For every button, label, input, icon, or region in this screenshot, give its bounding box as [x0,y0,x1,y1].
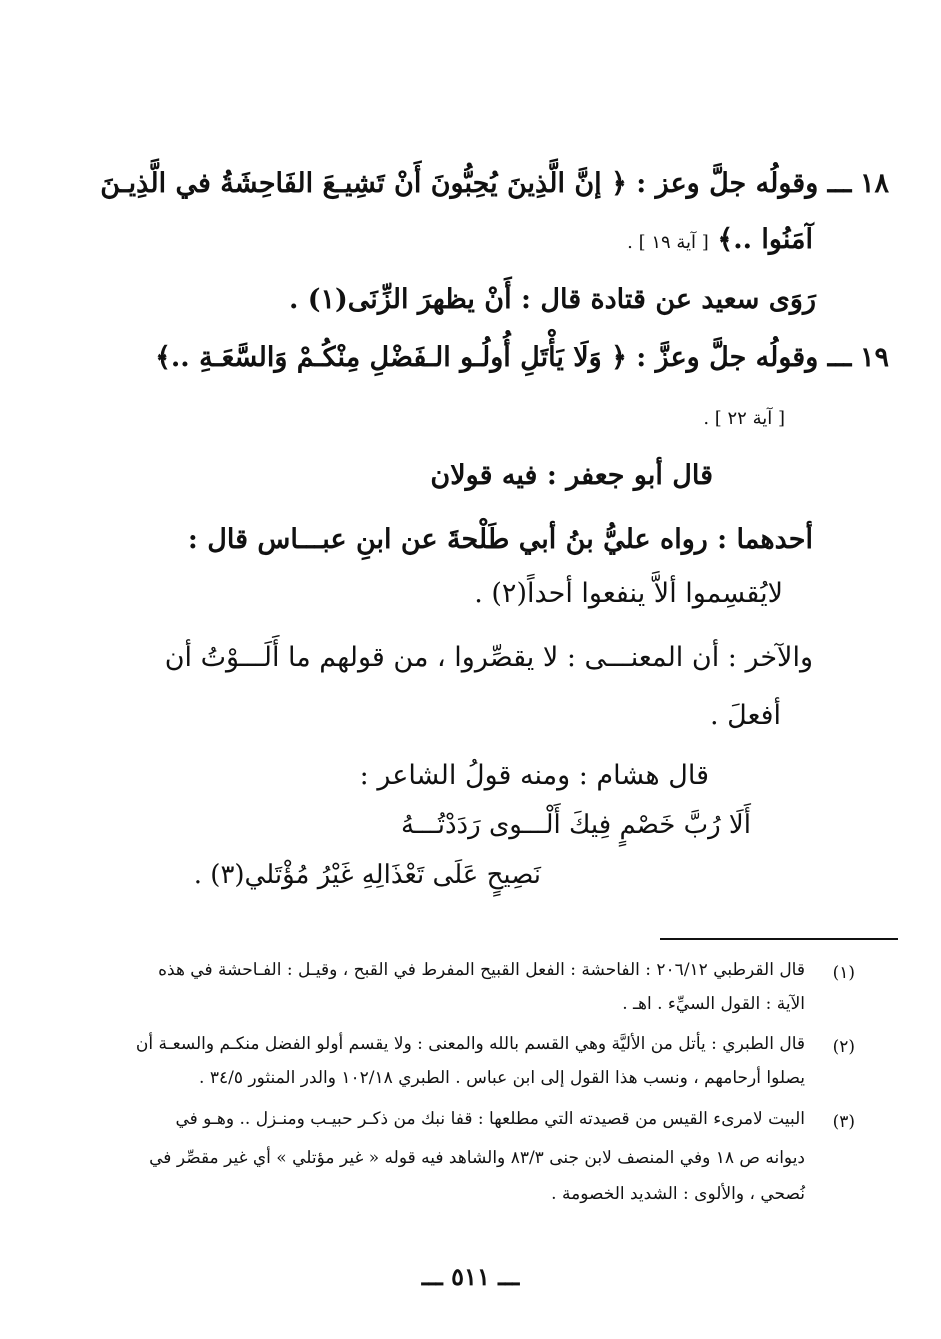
entry-19-body-line-4: والآخر : أن المعنـــى : لا يقصِّروا ، من قولهم ما أَلَـــوْتُ أن [164,642,813,673]
footnote-1-line-2: الآية : القول السيِّء . اهـ . [622,994,805,1014]
footnote-2-marker: (٢) [832,1037,855,1057]
entry-18-verse-end: آمَنُوا ..﴾ [717,224,813,255]
entry-19-number: ١٩ [859,342,889,373]
footnote-3-line-1: البيت لامرىء القيس من قصيدته التي مطلعها : قفا نبك من ذكـر حبيـب ومنـزل .. وهـو في [175,1109,805,1129]
footnote-separator [660,938,898,940]
page-number: ـــ ٥١١ ـــ [421,1262,520,1291]
entry-19-reference: [ آية ٢٢ ] . [703,408,785,429]
entry-18-verse-line [627,224,813,255]
footnote-1-line-1: قال القرطبي ٢٠٦/١٢ : الفاحشة : الفعل القبيح المفرط في القبح ، وقيـل : الفـاحشة في هذه [158,960,805,980]
entry-19-body-line-1: قال أبو جعفر : فيه قولان [430,460,713,491]
poem-line-1: أَلَا رُبَّ خَصْمٍ فِيكَ أَلْـــوى رَدَدْتُـــهُ [400,810,751,840]
entry-18-heading: ـــ وقولُه جلَّ وعز : ﴿ إنَّ الَّذِينَ يُحِبُّونَ أَنْ تَشِيـعَ الفَاحِشَةُ في الَّذِيـنَ [100,168,852,199]
entry-19-heading-line [155,342,889,373]
footnote-3-marker: (٣) [832,1112,855,1132]
footnote-3-line-2: ديوانه ص ١٨ وفي المنصف لابن جنى ٨٣/٣ والشاهد فيه قوله « غير مؤتلي » أي غير مقصِّر في [149,1148,805,1168]
entry-18-body-line-1: رَوَى سعيد عن قتادة قال : أَنْ يظهرَ الزِّنَى(١) . [288,284,816,315]
entry-19-body-line-6: قال هشام : ومنه قولُ الشاعر : [359,760,709,791]
footnote-3-line-3: نُصحي ، والألوى : الشديد الخصومة . [551,1184,805,1204]
footnote-1-marker: (١) [832,963,855,983]
entry-19-body-line-3: لايُقسِموا ألاَّ ينفعوا أحداً(٢) . [474,578,783,609]
footnote-2-line-2: يصلوا أرحامهم ، ونسب هذا القول إلى ابن عباس . الطبري ١٠٢/١٨ والدر المنثور ٣٤/٥ . [199,1068,805,1088]
entry-18-reference: [ آية ١٩ ] . [627,232,709,253]
entry-19-heading: ـــ وقولُه جلَّ وعزَّ : ﴿ وَلَا يَأْتَلِ أُولُـو الـفَضْلِ مِنْكُـمْ وَالسَّعَـةِ ..﴾ [155,342,852,373]
poem-line-2: نَصِيحٍ عَلَى تَعْذَالِهِ غَيْرُ مُؤْتَلي(٣) . [193,860,541,890]
entry-18-number: ١٨ [859,168,889,199]
footnote-2-line-1: قال الطبري : يأتل من الأليَّة وهي القسم بالله والمعنى : ولا يقسم أولو الفضل منكـم والسعـة أن [135,1034,805,1054]
entry-19-body-line-5: أفعلَ . [709,700,781,731]
entry-19-body-line-2: أحدهما : رواه عليُّ بنُ أبي طَلْحةَ عن ابنِ عبـــاس قال : [187,524,813,555]
entry-18-heading-line [100,168,889,199]
